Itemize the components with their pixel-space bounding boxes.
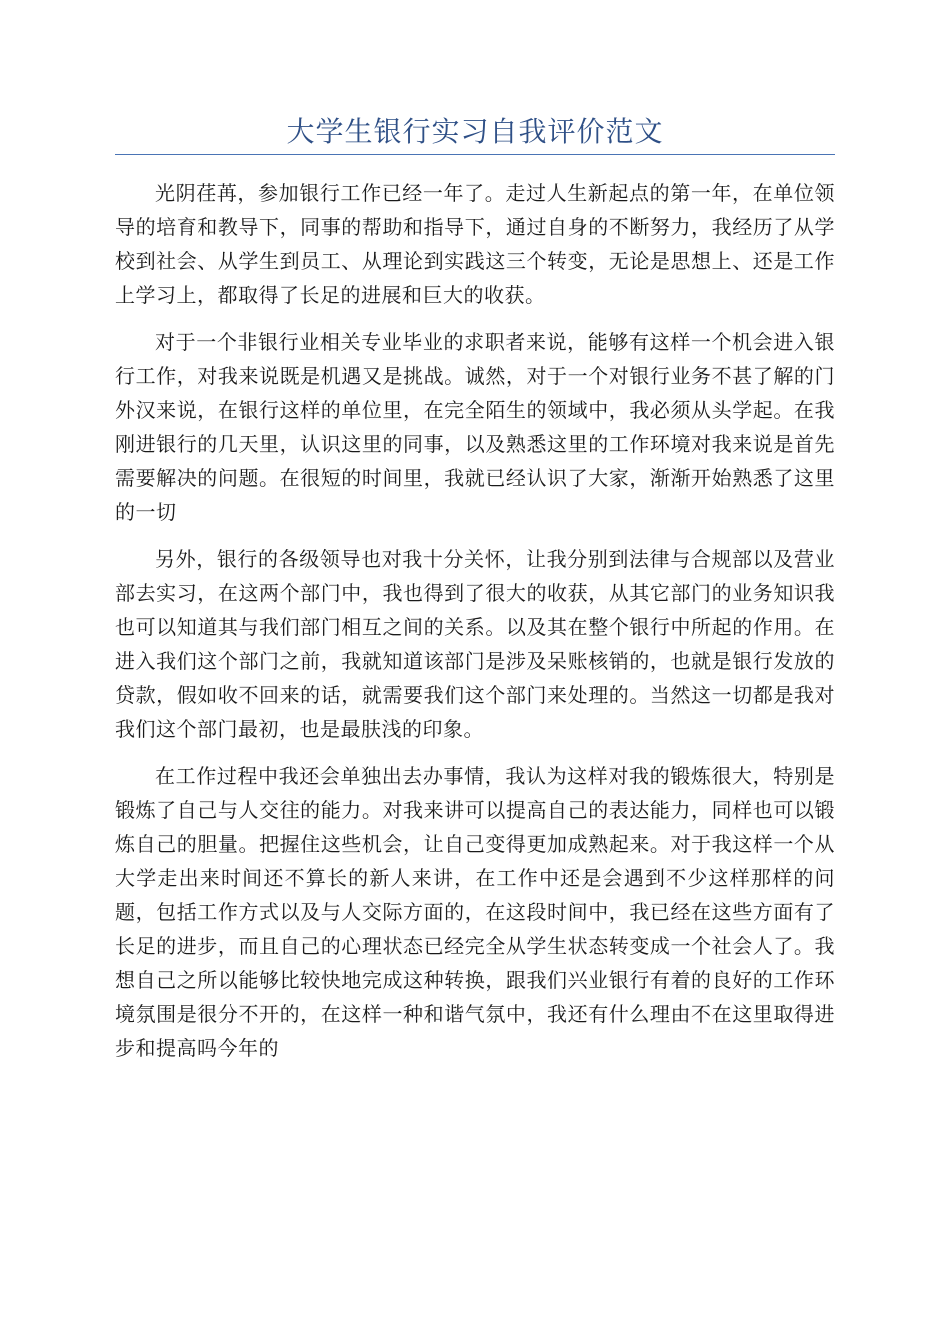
document-body [115,176,835,1078]
document-title: 大学生银行实习自我评价范文 [286,115,664,148]
paragraph-2: 对于一个非银行业相关专业毕业的求职者来说，能够有这样一个机会进入银行工作，对我来说既是机遇又是挑战。诚然，对于一个对银行业务不甚了解的门外汉来说，在银行这样的单位里，在完全陌生的领域中，我必须从头学起。在我刚进银行的几天里，认识这里的同事，以及熟悉这里的工作环境对我来说是首先需要解决的问题。在很短的时间里，我就已经认识了大家，渐渐开始熟悉了这里的一切 [115,330,835,524]
paragraph-3: 另外，银行的各级领导也对我十分关怀，让我分别到法律与合规部以及营业部去实习，在这两个部门中，我也得到了很大的收获，从其它部门的业务知识我也可以知道其与我们部门相互之间的关系。以及其在整个银行中所起的作用。在进入我们这个部门之前，我就知道该部门是涉及呆账核销的，也就是银行发放的贷款，假如收不回来的话，就需要我们这个部门来处理的。当然这一切都是我对我们这个部门最初，也是最肤浅的印象。 [115,547,835,741]
title-underline-divider [115,154,835,155]
paragraph-4: 在工作过程中我还会单独出去办事情，我认为这样对我的锻炼很大，特别是锻炼了自己与人交往的能力。对我来讲可以提高自己的表达能力，同样也可以锻炼自己的胆量。把握住这些机会，让自己变得更加成熟起来。对于我这样一个从大学走出来时间还不算长的新人来讲，在工作中还是会遇到不少这样那样的问题，包括工作方式以及与人交际方面的，在这段时间中，我已经在这些方面有了长足的进步，而且自己的心理状态已经完全从学生状态转变成一个社会人了。我想自己之所以能够比较快地完成这种转换，跟我们兴业银行有着的良好的工作环境氛围是很分不开的，在这样一种和谐气氛中，我还有什么理由不在这里取得进步和提高吗今年的 [115,764,835,1060]
paragraph-1: 光阴荏苒，参加银行工作已经一年了。走过人生新起点的第一年，在单位领导的培育和教导下，同事的帮助和指导下，通过自身的不断努力，我经历了从学校到社会、从学生到员工、从理论到实践这三个转变，无论是思想上、还是工作上学习上，都取得了长足的进展和巨大的收获。 [115,181,835,307]
